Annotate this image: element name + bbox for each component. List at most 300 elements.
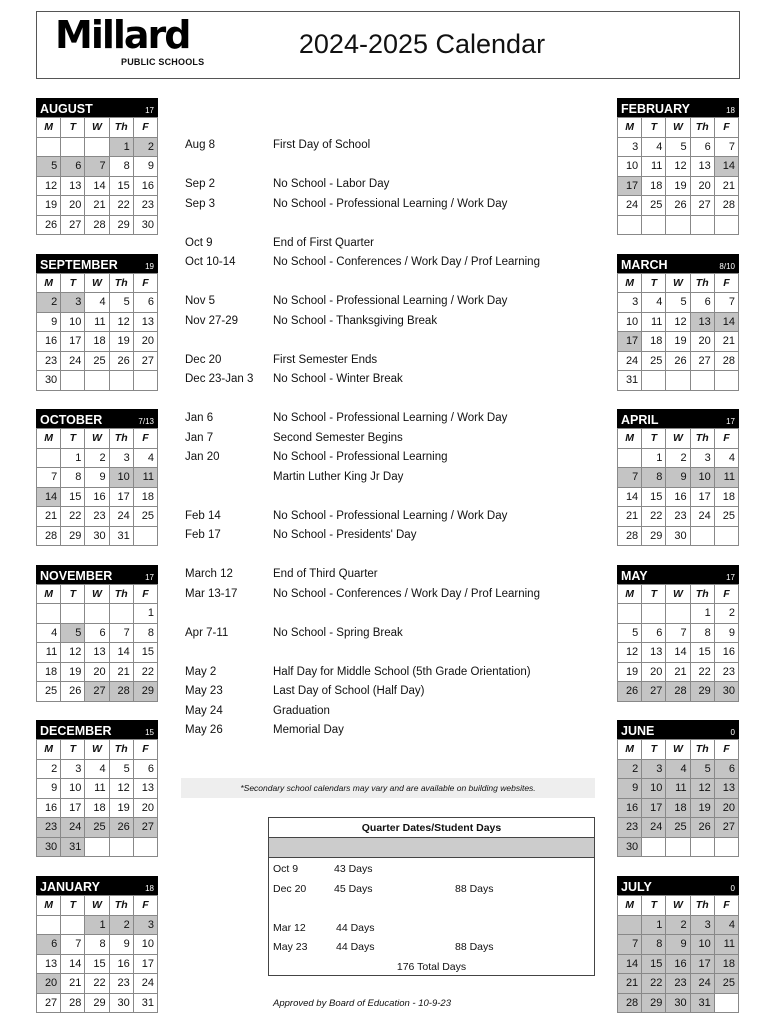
month-grid [36, 428, 158, 546]
quarter-date: Mar 12 [273, 921, 306, 934]
day-name: T [61, 274, 85, 294]
day-cell: 3 [642, 760, 666, 780]
day-cell: 24 [110, 507, 134, 527]
day-cell: 3 [134, 916, 158, 936]
day-cell: 26 [666, 196, 690, 216]
day-cell [666, 838, 690, 858]
day-cell: 25 [37, 682, 61, 702]
day-cell: 28 [715, 352, 739, 372]
day-cell: 13 [37, 955, 61, 975]
day-cell: 5 [666, 293, 690, 313]
day-cell: 13 [715, 779, 739, 799]
event-description: No School - Winter Break [273, 373, 403, 385]
day-cell: 18 [715, 488, 739, 508]
day-cell: 17 [691, 488, 715, 508]
event-row [185, 529, 605, 549]
day-name: W [85, 585, 109, 605]
month-header [617, 254, 739, 273]
event-row [185, 588, 605, 608]
day-cell: 4 [37, 624, 61, 644]
day-cell: 23 [85, 507, 109, 527]
day-cell: 16 [134, 177, 158, 197]
day-cell [61, 916, 85, 936]
day-cell: 27 [134, 352, 158, 372]
day-name: W [666, 429, 690, 449]
day-name: F [134, 118, 158, 138]
day-cell: 9 [666, 935, 690, 955]
day-cell: 5 [666, 138, 690, 158]
day-cell [618, 449, 642, 469]
event-description: No School - Labor Day [273, 178, 390, 190]
event-spacer [185, 393, 605, 413]
day-cell [37, 449, 61, 469]
day-cell: 12 [618, 643, 642, 663]
month-day-count: 17 [726, 572, 735, 582]
day-cell: 25 [134, 507, 158, 527]
day-cell: 6 [691, 293, 715, 313]
day-cell: 27 [691, 196, 715, 216]
day-cell: 19 [37, 196, 61, 216]
event-description: End of Third Quarter [273, 568, 378, 580]
day-cell: 2 [666, 916, 690, 936]
day-cell: 8 [642, 468, 666, 488]
day-cell: 11 [715, 468, 739, 488]
quarter-date: Dec 20 [273, 882, 307, 895]
day-cell: 11 [666, 779, 690, 799]
month-name: FEBRUARY [621, 102, 690, 116]
day-cell: 21 [618, 507, 642, 527]
month-name: MARCH [621, 257, 668, 272]
day-cell: 5 [37, 157, 61, 177]
event-date: May 23 [185, 685, 223, 697]
day-cell: 13 [134, 313, 158, 333]
day-cell: 6 [642, 624, 666, 644]
day-cell: 18 [666, 799, 690, 819]
day-cell: 4 [715, 916, 739, 936]
day-cell: 14 [618, 488, 642, 508]
day-name: F [134, 740, 158, 760]
day-cell [715, 838, 739, 858]
day-cell: 14 [715, 313, 739, 333]
month-name: MAY [621, 568, 648, 583]
day-cell: 20 [134, 799, 158, 819]
day-cell: 1 [642, 449, 666, 469]
day-cell: 10 [618, 313, 642, 333]
event-description: No School - Thanksgiving Break [273, 314, 438, 327]
day-cell: 8 [642, 935, 666, 955]
day-cell [85, 371, 109, 391]
day-cell: 26 [110, 818, 134, 838]
event-spacer [185, 549, 605, 569]
month-calendar [36, 254, 158, 391]
day-name: M [618, 429, 642, 449]
quarter-table-band [269, 838, 594, 858]
day-cell: 21 [37, 507, 61, 527]
day-cell: 13 [134, 779, 158, 799]
quarter-days: 45 Days [334, 882, 373, 895]
month-name: AUGUST [40, 102, 93, 116]
day-cell: 24 [691, 974, 715, 994]
day-cell: 23 [134, 196, 158, 216]
quarter-days: 44 Days [336, 921, 375, 934]
day-name: M [618, 274, 642, 294]
event-row [185, 412, 605, 432]
day-name: F [715, 274, 739, 294]
day-cell: 12 [691, 779, 715, 799]
day-cell: 4 [85, 293, 109, 313]
month-day-count: 15 [145, 728, 154, 738]
day-cell: 12 [37, 177, 61, 197]
month-header [617, 876, 739, 895]
day-cell: 24 [691, 507, 715, 527]
day-cell: 4 [642, 138, 666, 158]
day-cell: 3 [691, 449, 715, 469]
day-cell: 24 [134, 974, 158, 994]
day-cell: 29 [642, 994, 666, 1014]
event-date: May 26 [185, 724, 223, 736]
day-cell: 19 [110, 799, 134, 819]
day-cell: 19 [666, 177, 690, 197]
event-date: Jan 6 [185, 412, 214, 424]
day-cell: 10 [691, 935, 715, 955]
month-calendar [617, 720, 739, 857]
day-cell: 14 [666, 643, 690, 663]
day-name: Th [691, 585, 715, 605]
day-cell [134, 527, 158, 547]
day-cell: 6 [134, 760, 158, 780]
day-cell [642, 604, 666, 624]
day-name: Th [691, 740, 715, 760]
day-name: M [618, 585, 642, 605]
event-row [185, 315, 605, 335]
month-day-count: 19 [145, 261, 154, 271]
day-cell: 17 [110, 488, 134, 508]
day-name: W [666, 274, 690, 294]
day-cell: 1 [110, 138, 134, 158]
day-cell: 3 [618, 293, 642, 313]
event-description: No School - Professional Learning / Work Day [273, 197, 508, 210]
day-cell: 5 [618, 624, 642, 644]
event-description: Half Day for Middle School (5th Grade Orientation) [273, 665, 531, 678]
semester-days: 88 Days [455, 941, 494, 953]
quarter-row [269, 879, 594, 899]
month-header [617, 98, 739, 117]
day-cell [715, 527, 739, 547]
day-cell: 10 [642, 779, 666, 799]
event-description: No School - Professional Learning / Work Day [273, 509, 508, 522]
day-cell: 12 [110, 779, 134, 799]
day-cell: 27 [691, 352, 715, 372]
day-cell: 2 [37, 293, 61, 313]
day-cell: 9 [715, 624, 739, 644]
event-spacer [185, 334, 605, 354]
quarter-total-row [269, 957, 594, 977]
month-grid [617, 739, 739, 857]
day-cell: 27 [715, 818, 739, 838]
day-cell: 25 [85, 818, 109, 838]
quarter-days: 43 Days [334, 863, 373, 875]
day-cell: 8 [61, 468, 85, 488]
month-day-count: 0 [730, 728, 735, 738]
day-cell: 26 [691, 818, 715, 838]
day-cell: 15 [642, 955, 666, 975]
day-name: T [61, 896, 85, 916]
day-cell: 19 [618, 663, 642, 683]
day-cell: 7 [37, 468, 61, 488]
header-box [36, 11, 740, 79]
day-cell: 8 [134, 624, 158, 644]
event-row [185, 627, 605, 647]
event-row [185, 724, 605, 744]
event-spacer [185, 159, 605, 179]
day-cell [666, 604, 690, 624]
day-cell: 3 [61, 760, 85, 780]
page-title: 2024-2025 Calendar [298, 29, 546, 59]
day-cell: 26 [618, 682, 642, 702]
day-cell: 19 [61, 663, 85, 683]
day-cell: 23 [37, 818, 61, 838]
day-cell: 15 [61, 488, 85, 508]
day-cell: 24 [618, 196, 642, 216]
day-name: M [618, 896, 642, 916]
event-spacer [185, 607, 605, 627]
day-cell: 3 [618, 138, 642, 158]
event-row [185, 354, 605, 374]
day-name: Th [110, 740, 134, 760]
day-cell: 11 [134, 468, 158, 488]
quarter-row [269, 898, 594, 918]
day-cell: 27 [37, 994, 61, 1014]
day-name: F [134, 274, 158, 294]
event-description: No School - Professional Learning / Work Day [273, 295, 508, 307]
day-name: F [134, 896, 158, 916]
day-name: F [715, 585, 739, 605]
day-cell: 26 [61, 682, 85, 702]
day-cell: 22 [134, 663, 158, 683]
month-header [36, 254, 158, 273]
month-calendar [617, 254, 739, 391]
event-description: Graduation [273, 704, 330, 717]
events-list [185, 139, 605, 744]
day-name: M [618, 740, 642, 760]
quarter-row [269, 918, 594, 938]
day-cell: 18 [134, 488, 158, 508]
day-cell: 18 [85, 799, 109, 819]
day-cell: 24 [642, 818, 666, 838]
month-header [617, 409, 739, 428]
event-row [185, 295, 605, 315]
event-date: Oct 10-14 [185, 256, 236, 268]
day-cell: 30 [134, 216, 158, 236]
day-cell: 21 [715, 332, 739, 352]
month-grid [617, 584, 739, 702]
day-cell: 15 [110, 177, 134, 197]
day-cell: 28 [37, 527, 61, 547]
day-cell [715, 216, 739, 236]
day-cell [618, 216, 642, 236]
day-cell: 25 [642, 352, 666, 372]
day-cell: 17 [618, 177, 642, 197]
event-date: Nov 27-29 [185, 314, 239, 327]
day-cell: 25 [715, 974, 739, 994]
day-cell: 2 [110, 916, 134, 936]
event-description: Second Semester Begins [273, 431, 403, 444]
month-header [36, 876, 158, 895]
day-cell: 2 [134, 138, 158, 158]
month-calendar [36, 720, 158, 857]
event-date: Jan 7 [185, 431, 214, 444]
day-cell: 13 [61, 177, 85, 197]
month-name: JULY [621, 880, 652, 894]
day-cell: 11 [85, 779, 109, 799]
day-name: T [61, 429, 85, 449]
month-day-count: 7/13 [138, 417, 154, 427]
day-cell: 16 [666, 955, 690, 975]
total-days: 176 Total Days [396, 960, 467, 973]
day-cell: 29 [110, 216, 134, 236]
semester-days: 88 Days [455, 882, 494, 895]
month-calendar [36, 409, 158, 546]
day-cell: 24 [61, 352, 85, 372]
event-date: Nov 5 [185, 295, 216, 307]
day-cell: 21 [715, 177, 739, 197]
day-cell: 17 [61, 332, 85, 352]
month-grid [617, 117, 739, 235]
day-cell: 20 [61, 196, 85, 216]
day-cell: 10 [61, 313, 85, 333]
day-cell: 17 [618, 332, 642, 352]
day-cell: 2 [37, 760, 61, 780]
day-cell: 16 [37, 799, 61, 819]
day-cell: 19 [691, 799, 715, 819]
month-calendar [36, 876, 158, 1013]
event-row [185, 666, 605, 686]
day-cell: 13 [691, 157, 715, 177]
day-cell: 26 [666, 352, 690, 372]
quarter-days: 44 Days [336, 941, 375, 953]
day-cell [642, 216, 666, 236]
day-cell: 12 [666, 157, 690, 177]
event-description: No School - Presidents' Day [273, 529, 417, 541]
day-cell: 15 [642, 488, 666, 508]
day-name: Th [691, 896, 715, 916]
day-cell [715, 371, 739, 391]
day-cell: 10 [61, 779, 85, 799]
day-cell: 15 [85, 955, 109, 975]
month-name: APRIL [621, 413, 659, 428]
day-cell: 22 [642, 974, 666, 994]
quarter-table [268, 817, 595, 976]
day-name: F [715, 429, 739, 449]
event-description: First Day of School [273, 139, 371, 151]
event-date: Mar 13-17 [185, 587, 238, 600]
secondary-note: *Secondary school calendars may vary and are available on building websites. [181, 778, 595, 798]
quarter-date: Oct 9 [273, 863, 299, 875]
day-name: F [715, 740, 739, 760]
day-cell: 28 [110, 682, 134, 702]
day-cell: 6 [715, 760, 739, 780]
day-cell: 6 [37, 935, 61, 955]
day-cell: 30 [37, 838, 61, 858]
day-cell [691, 216, 715, 236]
day-name: W [666, 896, 690, 916]
event-date: Apr 7-11 [185, 626, 229, 639]
day-cell: 14 [618, 955, 642, 975]
day-cell: 25 [85, 352, 109, 372]
event-description: Martin Luther King Jr Day [273, 470, 404, 483]
day-cell: 31 [691, 994, 715, 1014]
day-name: T [642, 740, 666, 760]
day-name: Th [691, 429, 715, 449]
day-cell [134, 371, 158, 391]
day-cell: 28 [666, 682, 690, 702]
day-cell: 30 [618, 838, 642, 858]
day-cell [85, 838, 109, 858]
day-cell: 12 [666, 313, 690, 333]
event-date: Dec 20 [185, 353, 222, 366]
day-name: T [642, 585, 666, 605]
month-grid [36, 584, 158, 702]
day-name: Th [110, 896, 134, 916]
event-row [185, 568, 605, 588]
day-cell: 20 [715, 799, 739, 819]
day-cell: 27 [642, 682, 666, 702]
day-cell [61, 371, 85, 391]
day-name: T [642, 274, 666, 294]
day-cell: 20 [691, 332, 715, 352]
day-cell: 4 [85, 760, 109, 780]
month-name: NOVEMBER [40, 568, 113, 583]
day-cell: 18 [642, 332, 666, 352]
day-cell: 20 [134, 332, 158, 352]
event-date: May 2 [185, 665, 217, 678]
day-cell [618, 604, 642, 624]
day-cell: 30 [715, 682, 739, 702]
event-row [185, 432, 605, 452]
day-cell: 28 [715, 196, 739, 216]
day-cell: 6 [691, 138, 715, 158]
event-description: First Semester Ends [273, 353, 378, 366]
event-date: Feb 14 [185, 509, 221, 522]
day-cell: 1 [61, 449, 85, 469]
day-name: T [642, 118, 666, 138]
day-cell: 14 [85, 177, 109, 197]
day-cell [691, 371, 715, 391]
day-name: W [85, 118, 109, 138]
event-date: Feb 17 [185, 529, 221, 541]
day-name: M [37, 740, 61, 760]
day-cell: 10 [691, 468, 715, 488]
day-cell: 17 [61, 799, 85, 819]
day-cell [618, 916, 642, 936]
day-cell: 17 [642, 799, 666, 819]
day-cell: 15 [134, 643, 158, 663]
event-spacer [185, 490, 605, 510]
event-row [185, 510, 605, 530]
day-cell [666, 371, 690, 391]
event-row [185, 373, 605, 393]
day-cell: 23 [110, 974, 134, 994]
day-cell: 7 [618, 468, 642, 488]
day-name: Th [110, 118, 134, 138]
day-cell: 2 [666, 449, 690, 469]
day-cell [85, 604, 109, 624]
day-cell [110, 838, 134, 858]
day-name: M [37, 118, 61, 138]
day-cell: 3 [110, 449, 134, 469]
day-cell: 27 [85, 682, 109, 702]
day-cell: 16 [666, 488, 690, 508]
